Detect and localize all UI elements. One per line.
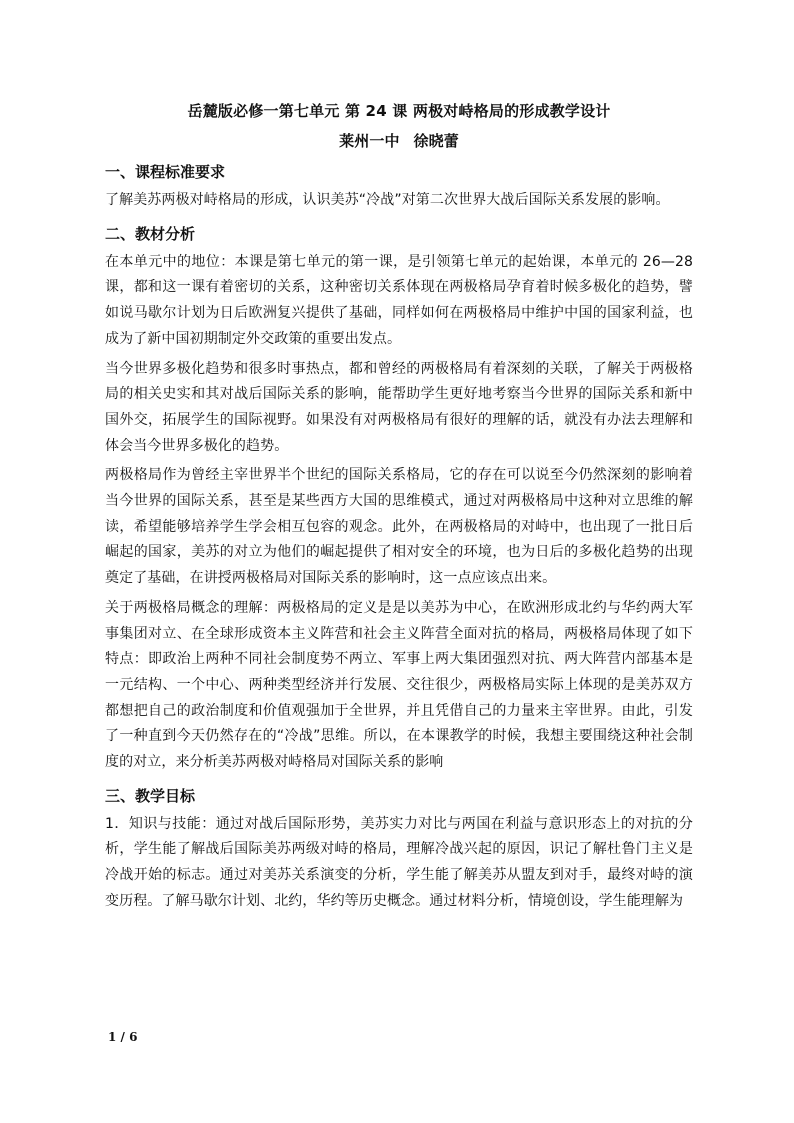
document-title: 岳麓版必修一第七单元 第 24 课 两极对峙格局的形成教学设计 [187,102,611,120]
paragraph: 两极格局作为曾经主宰世界半个世纪的国际关系格局，它的存在可以说至今仍然深刻的影响着当今世界的国际关系，甚至是某些西方大国的思维模式，通过对两极格局中这种对立思维的解读，希望能够培养学生学会相互包容的观念。此外，在两极格局的对峙中，也出现了一批日后崛起的国家，美苏的对立为他们的崛起提供了相对安全的环境，也为日后的多极化趋势的出现奠定了基础，在讲授两极格局对国际关系的影响时，这一点应该点出来。 [105,467,693,587]
paragraph: 当今世界多极化趋势和很多时事热点，都和曾经的两极格局有着深刻的关联，了解关于两极格局的相关史实和其对战后国际关系的影响，能帮助学生更好地考察当今世界的国际关系和新中国外交，拓展学生的国际视野。如果没有对两极格局有很好的理解的话，就没有办法去理解和体会当今世界多极化的趋势。 [105,360,693,454]
section-heading-standards: 一、课程标准要求 [105,163,226,181]
author-line [105,130,693,152]
paragraph: 关于两极格局概念的理解：两极格局的定义是是以美苏为中心，在欧洲形成北约与华约两大军事集团对立、在全球形成资本主义阵营和社会主义阵营全面对抗的格局，两极格局体现了如下特点：即政治上两种不同社会制度势不两立、军事上两大集团强烈对抗、两大阵营内部基本是一元结构、一个中心、两种类型经济并行发展、交往很少，两极格局实际上体现的是美苏双方都想把自己的政治制度和价值观强加于全世界，并且凭借自己的力量来主宰世界。由此，引发了一种直到今天仍然存在的“冷战”思维。所以，在本课教学的时候，我想主要围绕这种社会制度的对立，来分析美苏两极对峙格局对国际关系的影响 [105,599,693,771]
author-school: 莱州一中 [339,132,400,150]
page-number: 1 / 6 [108,1030,138,1044]
paragraph: 在本单元中的地位：本课是第七单元的第一课，是引领第七单元的起始课，本单元的 26—28 课，都和这一课有着密切的关系，这种密切关系体现在两极格局孕育着时候多极化的趋势，譬如说马歇尔计划为日后欧洲复兴提供了基础，同样如何在两极格局中维护中国的国家利益，也成为了新中国初期制定外交政策的重要出发点。 [105,253,693,347]
document-body [105,100,693,919]
section-heading-textbook-analysis: 二、教材分析 [105,224,196,243]
paragraph: 了解美苏两极对峙格局的形成，认识美苏“冷战”对第二次世界大战后国际关系发展的影响。 [105,192,670,208]
paragraph: 1．知识与技能：通过对战后国际形势，美苏实力对比与两国在利益与意识形态上的对抗的分析，学生能了解战后国际美苏两级对峙的格局，理解冷战兴起的原因，识记了解杜鲁门主义是冷战开始的标志。通过对美苏关系演变的分析，学生能了解美苏从盟友到对手，最终对峙的演变历程。了解马歇尔计划、北约，华约等历史概念。通过材料分析，情境创设，学生能理解为 [105,815,693,909]
section-heading-teaching-goals: 三、教学目标 [105,786,196,805]
author-name: 徐晓蕾 [413,132,459,150]
